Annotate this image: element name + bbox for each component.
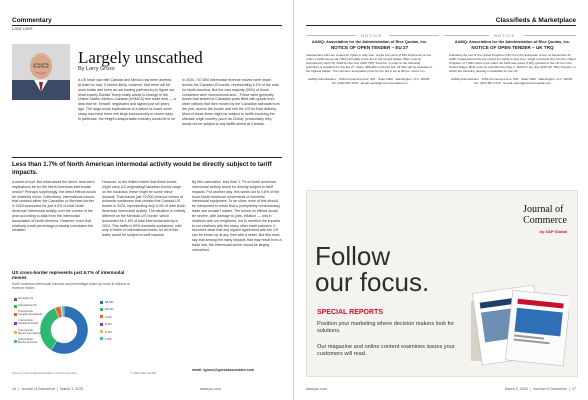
value-label	[100, 300, 126, 304]
value-label	[100, 315, 126, 319]
notice-rule-1a	[306, 35, 356, 36]
footer-left: 16 | Journal of Commerce | March 3, 2025	[12, 387, 84, 391]
footer-right: March 3, 2025 | Journal of Commerce | 17	[504, 387, 576, 391]
publication-name: Journal of Commerce	[20, 387, 56, 391]
notice-title: NOTICE OF OPEN TENDER – UK TRQ	[471, 44, 554, 50]
byline: By Larry Gross	[78, 66, 115, 72]
section-rule	[12, 25, 282, 26]
section-title: Commentary	[12, 17, 52, 24]
legend-label: Cross-border Canada domestic	[18, 319, 39, 326]
logo-line-2: Commerce	[523, 214, 567, 226]
body-column-3: By this calculation, less than 1.7% of North American intermodal activity would be directly subject to tariff impacts. Put another way, this works out to 0.8% of the truck-North American movements of domestic intermodal equipment. To be clear, none of this should be interpreted to mean that a (completely unnecessary) trade war wouldn't matter. The knock-on effects would be severe, with damage to jobs, inflation — and in relations with our neighbors, not to mention the impacts to our relations with the many other trade partners. It becomes clear that any signed agreement with the US can be blown up at any time with a tweet. But this does say that among the many impacts that may result from a trade war, the intermodal sector would be largely unscathed.	[192, 180, 282, 252]
notice-contact: AAMQ Administrator · 1150 Connecticut Ave, NW · Suite 1000 · Washington, D.C. 20036 · Tel: (202) 897-1370 · Email: aamq@connorsmedia.com	[307, 76, 432, 85]
logo-line-1: Journal of	[523, 204, 564, 215]
legend-item	[14, 305, 42, 308]
section-title-right: Classifieds & Marketplace	[495, 17, 576, 24]
notice-org: AAMQ: Association for the Administration of Rice Quotas, Inc.	[311, 39, 428, 44]
pull-quote-rule	[12, 157, 282, 158]
value-text: 4.1%	[105, 314, 112, 319]
page-number: 16	[12, 387, 16, 391]
chart-source: Source: Intermodal Association of North America	[12, 371, 77, 375]
author-email: email: lgross@grossassociates.com	[192, 368, 255, 372]
notice-label-1: NOTICE	[361, 33, 383, 38]
intro-column-2: In 2024, 747,800 intermodal revenue moves were made across the Canada-US border, representing 4.1% of the total for North America. But the vast majority (90%) of those containers were conventional and... These were generally boxes that arrived in Canadian ports filled with goods from other nations that then moved by the Canadian railroads from the port, across the border and into the US for final delivery. Most of these flows might be subject to tariffs involving the ultimate origin country (such as China), presumably they would not be subject to any tariffs aimed at Canada.	[182, 78, 280, 126]
value-text: 0.4%	[105, 322, 112, 327]
value-swatch	[100, 315, 103, 318]
rice-notice-uk	[449, 40, 576, 200]
ad-headline-line-2: our focus.	[315, 267, 430, 297]
notice-contact: AAMQ Administrator · 1150 Connecticut Ave, NW · Suite 1000 · Washington, D.C. 20036 · Tel: (202) 897-1370 · E-mail: aamq@connorsmedia.com	[450, 76, 575, 85]
issue-date: March 3, 2025	[60, 387, 84, 391]
value-text: 1.6%	[105, 336, 112, 341]
intro-column-1: A US trade war with Canada and Mexico has been averted, at least for now. It seems likely, however, that there will be more twists and turns as our trading partners try to figure out what exactly Donald Trump really wants to change in the United States–Mexico–Canada (USMCA) free trade deal — a deal that he, himself, negotiated and signed just six years ago. The large-scale implications of a failure to reach some sharp loss have been writ large economically in recent days. In particular, the freight transportation industry would be in for	[78, 78, 176, 121]
value-swatch	[100, 301, 103, 304]
legend-item	[14, 298, 42, 301]
legend-item	[14, 311, 42, 317]
legend-item	[14, 330, 42, 336]
notice-org: AAMQ: Association for the Administration of Rice Quotas, Inc.	[454, 39, 571, 44]
logo-byline: by S&P Global	[539, 229, 567, 234]
notice-rule-1b	[389, 35, 439, 36]
legend-swatch	[14, 298, 17, 301]
right-page	[294, 0, 588, 400]
legend-label: Cross-border Mexico domestic	[18, 338, 38, 344]
column-name: Land Lines	[12, 26, 33, 31]
chart-value-list	[100, 300, 126, 344]
legend-item	[14, 339, 42, 345]
chart-legend	[14, 298, 98, 348]
legend-item	[14, 320, 42, 326]
issue-date: March 3, 2025	[504, 387, 528, 391]
notice-body: Following the exit of the United Kingdom (UK) from the European Union on December 31, 2020, independent bids are invited for rights to duty-free, single entry/exit rice into the United Kingdom of 7,000 metric tons under the tariff-rate quota (TRQ) granted to the UK from the United States. Bids must be submitted by May 1, 2025 for the July 2025 UK TRQ Tranche, in which the following quantity is available for the UK.	[449, 52, 576, 73]
value-label	[100, 322, 126, 326]
body-column-2: However, to the limited extent that these boxes might carry US-originating/Canadian-bound cargo on the backhaul, these might be some minor impacts. That leaves just 79,000 revenue moves of domestic containers that crossed the Canada-US border in 2024, representing only 0.4% of total North American intermodal activity. The situation is entirely different on the Mexican-US border, which accounted for 1.6% of total intermodal activity in 2024. This traffic is 99% domestic containers, with only a trickle of international boxes, so all of this traffic would be subject to tariff impacts.	[102, 180, 186, 238]
value-swatch	[100, 337, 103, 340]
legend-swatch	[14, 322, 17, 325]
footer-url: www.joc.com	[200, 387, 221, 391]
legend-label: Cross-border Mexico international	[18, 328, 42, 335]
notice-rule-2b	[524, 35, 576, 36]
notice-label-2: NOTICE	[494, 33, 516, 38]
article-headline: Largely unscathed	[78, 48, 203, 67]
body-column-1: a world of hurt. But what would the direct, near-term implications be for the North American intermodal sector? Perhaps surprisingly, the direct effects would be relatively minor. Collectively, international moves that crossed either the Canadian or Mexican border in 2024 accounted for just 6.5% of total North American intermodal activity over the course of the year according to data from the Intermodal Association of North America. However, even that relatively small percentage probably overstates the situation.	[12, 180, 96, 233]
ad-body-1: Position your marketing where decision makers look for solutions.	[317, 321, 455, 334]
ad-special-reports: SPECIAL REPORTS	[317, 309, 383, 316]
chart-credit: © 2025 S&P Global	[130, 371, 157, 375]
value-text: 58.9%	[105, 300, 114, 304]
value-label	[100, 307, 126, 311]
chart-subtitle: North American intermodal volumes and percentage share by mode in millions of revenue moves	[12, 282, 130, 290]
legend-label: Domestic US	[18, 297, 34, 301]
value-swatch	[100, 308, 103, 311]
rice-notice-eu	[306, 40, 433, 200]
notice-title: NOTICE OF OPEN TENDER – EU 27	[330, 44, 409, 50]
ad-body-2: Our magazine and online content examines issues your customers will read.	[317, 344, 455, 357]
notice-rule-2a	[444, 35, 489, 36]
publication-name: Journal of Commerce	[532, 387, 568, 391]
author-photo	[12, 44, 70, 100]
chart-title: US cross-border represents just 6.7% of intermodal moves	[12, 270, 125, 281]
footer-url-right: www.joc.com	[306, 387, 327, 391]
section-rule-right	[306, 25, 576, 26]
notice-body: Independent bids are invited for rights to duty-free, single entry/exit of 540 shipments of rice under a tariff-rate quota (TRQ) annually to the EU in the United States. Bids must be submitted by April 15, 2025 for the July 2025 TRQ Tranche, in order to the following quantities is available for the EU 27: Value: $60,000 minimum bid. All bids will be awarded to the highest bidder. The minimum acceptable price for the bid is set at $3 per metric ton.	[306, 52, 433, 73]
legend-label: International US	[18, 303, 37, 307]
pull-quote: Less than 1.7% of North American intermodal activity would be directly subject to tariff impacts.	[12, 161, 272, 176]
value-text: 34.6%	[105, 307, 114, 312]
value-text: 0.1%	[105, 329, 112, 334]
ad-headline-line-1: Follow	[315, 241, 391, 271]
page-number: 17	[572, 387, 576, 391]
ad-headline	[315, 243, 429, 295]
value-label	[100, 337, 126, 341]
legend-swatch	[14, 313, 17, 316]
legend-swatch	[14, 331, 17, 334]
value-swatch	[100, 323, 103, 326]
legend-label: Cross-border Canada international	[18, 310, 42, 317]
magazine-photo	[467, 271, 569, 366]
legend-swatch	[14, 305, 17, 308]
joc-advertisement[interactable]	[306, 190, 578, 377]
value-label	[100, 330, 126, 334]
value-swatch	[100, 330, 103, 333]
joc-logo	[523, 205, 567, 226]
legend-swatch	[14, 340, 17, 343]
